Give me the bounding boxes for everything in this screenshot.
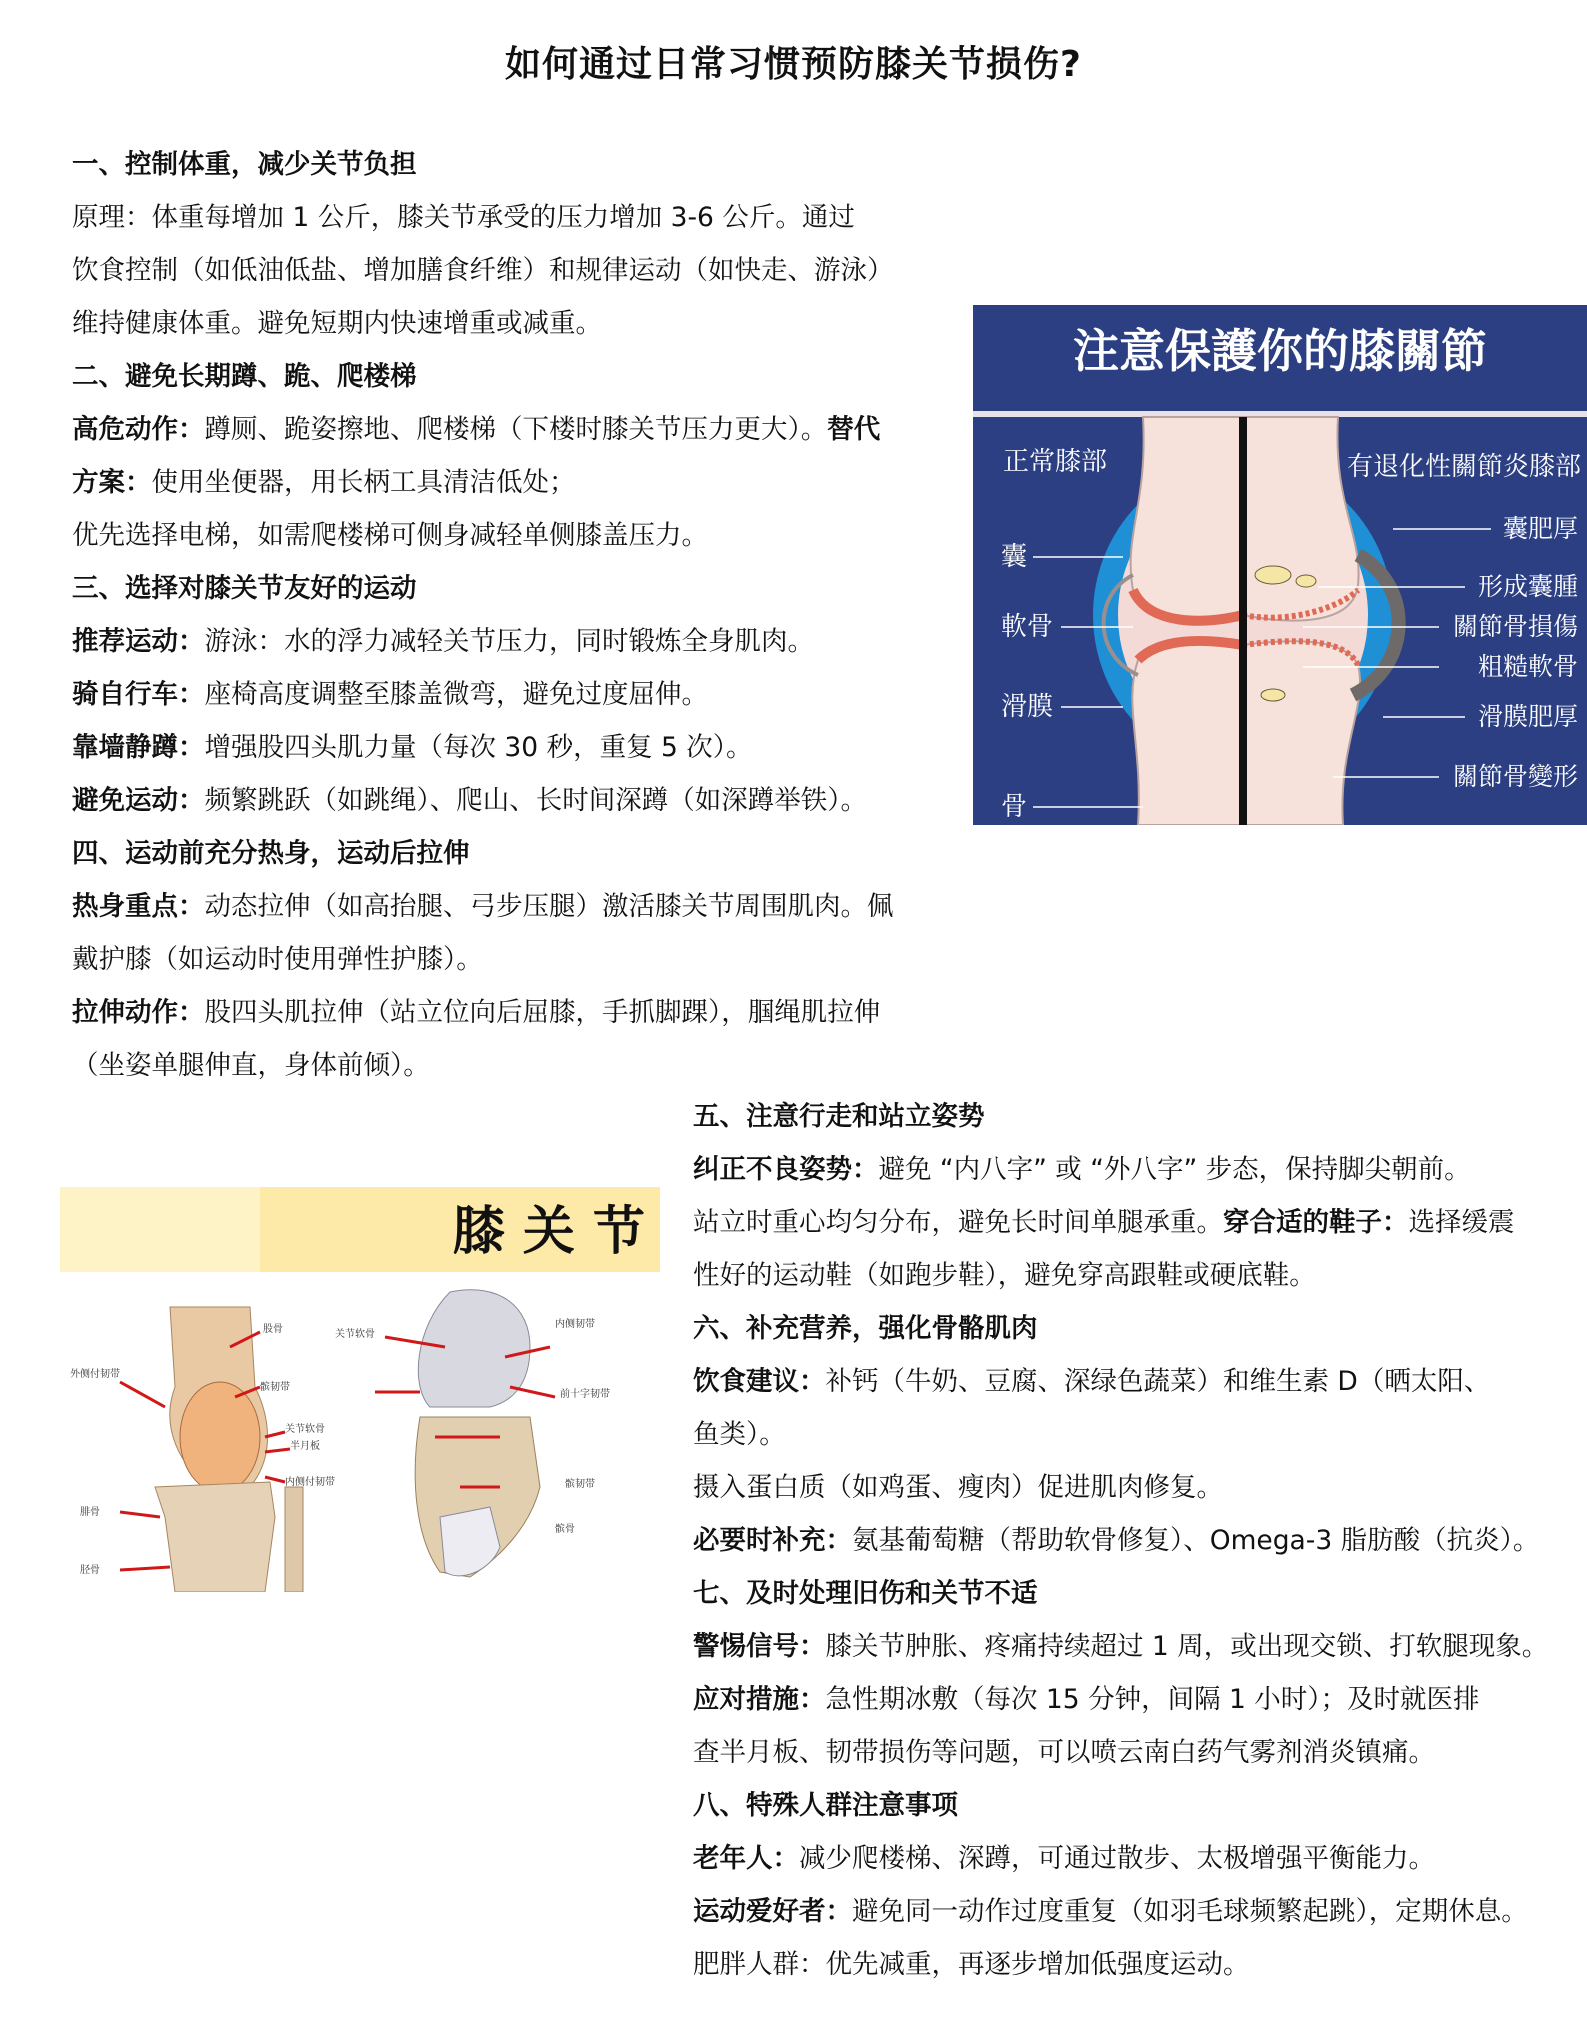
sec8-line: 老年人：减少爬楼梯、深蹲，可通过散步、太极增强平衡能力。 xyxy=(693,1843,1435,1874)
anatomy-label: 胫骨 xyxy=(80,1565,100,1576)
knee-anatomy-figure xyxy=(60,1187,660,1592)
knee-anatomy-illustration xyxy=(60,1187,660,1592)
anatomy-label: 关节软骨 xyxy=(285,1424,325,1435)
sec6-line: 必要时补充：氨基葡萄糖（帮助软骨修复）、Omega-3 脂肪酸（抗炎）。 xyxy=(693,1525,1540,1556)
oa-left-title: 正常膝部 xyxy=(1003,447,1108,477)
sec3-line: 避免运动：频繁跳跃（如跳绳）、爬山、长时间深蹲（如深蹲举铁）。 xyxy=(72,785,867,816)
sec4-line: 热身重点：动态拉伸（如高抬腿、弓步压腿）激活膝关节周围肌肉。佩 xyxy=(72,891,894,922)
anatomy-banner: 膝 关 节 xyxy=(452,1202,645,1262)
oa-label: 關節骨損傷 xyxy=(1452,612,1578,641)
section-7-heading: 七、及时处理旧伤和关节不适 xyxy=(693,1578,1038,1609)
sec1-line: 维持健康体重。避免短期内快速增重或减重。 xyxy=(72,308,602,339)
anatomy-label: 股骨 xyxy=(263,1324,283,1335)
sec1-line: 饮食控制（如低油低盐、增加膳食纤维）和规律运动（如快走、游泳） xyxy=(72,255,894,286)
anatomy-label: 前十字韧带 xyxy=(560,1389,610,1400)
sec8-line: 肥胖人群：优先减重，再逐步增加低强度运动。 xyxy=(693,1949,1250,1980)
sec5-line: 性好的运动鞋（如跑步鞋），避免穿高跟鞋或硬底鞋。 xyxy=(693,1260,1316,1291)
right-column xyxy=(693,1090,1563,1991)
sec5-line: 纠正不良姿势：避免 “内八字” 或 “外八字” 步态，保持脚尖朝前。 xyxy=(693,1154,1471,1185)
sec2-line: 方案：使用坐便器，用长柄工具清洁低处； xyxy=(72,467,576,498)
anatomy-label: 腓骨 xyxy=(80,1507,100,1518)
anatomy-label: 髌韧带 xyxy=(565,1479,595,1490)
sec7-line: 警惕信号：膝关节肿胀、疼痛持续超过 1 周，或出现交锁、打软腿现象。 xyxy=(693,1631,1549,1662)
section-8-heading: 八、特殊人群注意事项 xyxy=(693,1790,958,1821)
oa-label: 囊 xyxy=(1001,542,1028,572)
sec4-line: （坐姿单腿伸直，身体前倾）。 xyxy=(72,1050,430,1081)
oa-label: 骨 xyxy=(1001,792,1028,822)
oa-label: 粗糙軟骨 xyxy=(1477,652,1578,681)
sec5-line: 站立时重心均匀分布，避免长时间单腿承重。穿合适的鞋子：选择缓震 xyxy=(693,1207,1515,1238)
anatomy-label: 外侧付韧带 xyxy=(70,1369,120,1380)
sec2-line: 优先选择电梯，如需爬楼梯可侧身减轻单侧膝盖压力。 xyxy=(72,520,708,551)
section-4-heading: 四、运动前充分热身，运动后拉伸 xyxy=(72,838,470,869)
sec6-line: 摄入蛋白质（如鸡蛋、瘦肉）促进肌肉修复。 xyxy=(693,1472,1223,1503)
knee-osteoarthritis-figure xyxy=(973,305,1587,825)
sec6-line: 饮食建议：补钙（牛奶、豆腐、深绿色蔬菜）和维生素 D（晒太阳、 xyxy=(693,1366,1491,1397)
anatomy-label: 关节软骨 xyxy=(335,1329,375,1340)
oa-label: 滑膜 xyxy=(1001,692,1054,722)
section-1-heading: 一、控制体重，减少关节负担 xyxy=(72,149,417,180)
section-5-heading: 五、注意行走和站立姿势 xyxy=(693,1101,985,1132)
sec3-line: 骑自行车：座椅高度调整至膝盖微弯，避免过度屈伸。 xyxy=(72,679,708,710)
anatomy-label: 髌韧带 xyxy=(260,1382,290,1393)
knee-oa-illustration xyxy=(973,305,1587,825)
sec7-line: 查半月板、韧带损伤等问题，可以喷云南白药气雾剂消炎镇痛。 xyxy=(693,1737,1435,1768)
anatomy-label: 髌骨 xyxy=(555,1524,575,1535)
sec6-line: 鱼类）。 xyxy=(693,1419,786,1450)
page-title: 如何通过日常习惯预防膝关节损伤? xyxy=(505,44,1082,85)
sec2-line: 高危动作：蹲厕、跪姿擦地、爬楼梯（下楼时膝关节压力更大）。替代 xyxy=(72,414,881,445)
sec4-line: 拉伸动作：股四头肌拉伸（站立位向后屈膝，手抓脚踝），腘绳肌拉伸 xyxy=(72,997,881,1028)
left-column xyxy=(72,138,932,1092)
oa-label: 關節骨變形 xyxy=(1452,762,1578,791)
sec8-line: 运动爱好者：避免同一动作过度重复（如羽毛球频繁起跳），定期休息。 xyxy=(693,1896,1528,1927)
sec1-line: 原理：体重每增加 1 公斤，膝关节承受的压力增加 3-6 公斤。通过 xyxy=(72,202,855,233)
oa-banner: 注意保護你的膝關節 xyxy=(1073,324,1487,378)
anatomy-label: 内侧韧带 xyxy=(555,1319,595,1330)
oa-label: 形成囊腫 xyxy=(1477,572,1578,601)
section-6-heading: 六、补充营养，强化骨骼肌肉 xyxy=(693,1313,1038,1344)
oa-right-title: 有退化性關節炎膝部 xyxy=(1346,452,1581,482)
sec7-line: 应对措施：急性期冰敷（每次 15 分钟，间隔 1 小时）；及时就医排 xyxy=(693,1684,1480,1715)
oa-label: 軟骨 xyxy=(1001,612,1054,642)
sec3-line: 推荐运动：游泳：水的浮力减轻关节压力，同时锻炼全身肌肉。 xyxy=(72,626,814,657)
oa-label: 囊肥厚 xyxy=(1502,514,1578,543)
oa-label: 滑膜肥厚 xyxy=(1477,702,1578,731)
section-3-heading: 三、选择对膝关节友好的运动 xyxy=(72,573,417,604)
sec4-line: 戴护膝（如运动时使用弹性护膝）。 xyxy=(72,944,483,975)
anatomy-label: 内侧付韧带 xyxy=(285,1477,335,1488)
section-2-heading: 二、避免长期蹲、跪、爬楼梯 xyxy=(72,361,417,392)
sec3-line: 靠墙静蹲：增强股四头肌力量（每次 30 秒，重复 5 次）。 xyxy=(72,732,753,763)
anatomy-label: 半月板 xyxy=(290,1441,320,1452)
